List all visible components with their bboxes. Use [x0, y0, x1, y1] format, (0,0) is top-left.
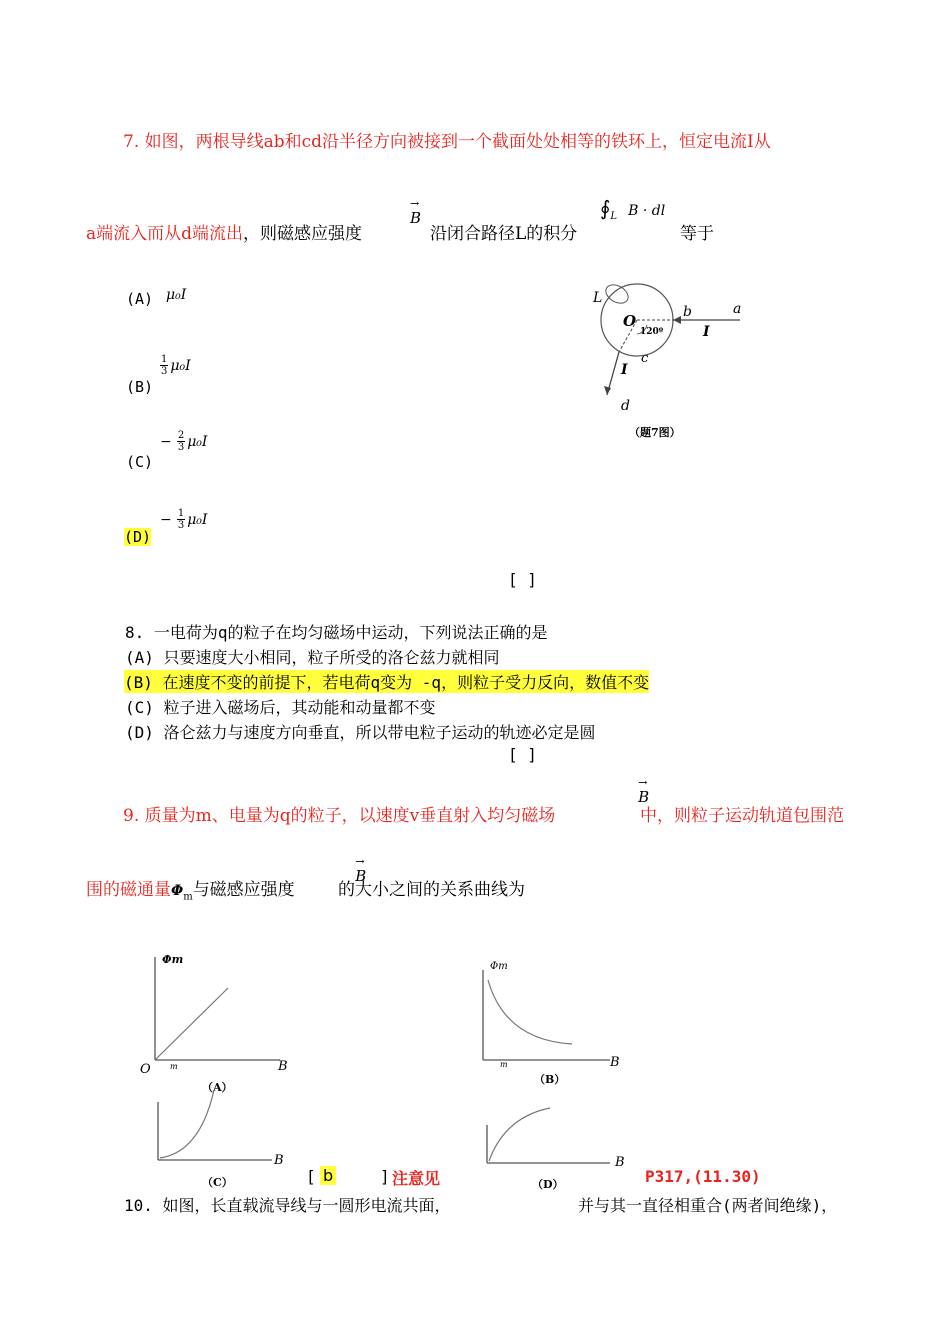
label-b: b [683, 304, 692, 320]
q9-note: 注意见 [392, 1169, 441, 1188]
phi-symbol: Φ [171, 883, 184, 899]
inverse-curve [488, 980, 572, 1044]
q9-line2: 围的磁通量$\Phi_m$与磁感应强度 [86, 880, 295, 903]
label-O: O [623, 312, 637, 330]
y-label: Φm [490, 961, 508, 972]
q7-vec-b: → B [410, 209, 421, 227]
q7-option-b-label: (B) [126, 378, 154, 396]
label-c: c [641, 351, 649, 366]
q7-line1: 7. 如图，两根导线ab和cd沿半径方向被接到一个截面处处相等的铁环上，恒定电流I从 [123, 132, 771, 152]
label-I-right: I [703, 324, 710, 340]
q7-option-d-label: (D) [124, 528, 152, 546]
q8-option-c: (C) 粒子进入磁场后，其动能和动量都不变 [125, 698, 436, 717]
q9-line2-a: 围的磁通量 [86, 880, 171, 900]
q10-line-a: 10. 如图，长直载流导线与一圆形电流共面， [124, 1196, 451, 1215]
q9-answer-close: ] [380, 1167, 390, 1186]
q8-option-b: (B) 在速度不变的前提下，若电荷q变为 -q，则粒子受力反向，数值不变 [124, 670, 649, 693]
arrow-ab [673, 316, 681, 324]
q8-answer-bracket: [ ] [508, 745, 537, 764]
figure-caption: （题7图） [629, 426, 681, 439]
label-I-down: I [621, 362, 628, 378]
integral-body: B · dl [628, 203, 666, 219]
q9-line2-c: 的大小之间的关系曲线为 [338, 880, 525, 900]
q9-answer-value: b [320, 1166, 336, 1185]
q9-reference: P317,(11.30) [645, 1167, 761, 1186]
q7-integral [600, 196, 665, 222]
q7-option-c-label: (C) [126, 453, 154, 471]
caption-a: （A） [202, 1081, 233, 1094]
caption-d: （D） [532, 1178, 564, 1190]
origin-label: O [140, 1062, 151, 1077]
q7-line2-a: a端流入而从d端流出 [86, 224, 244, 244]
q8-option-d: (D) 洛仑兹力与速度方向垂直，所以带电粒子运动的轨迹必定是圆 [125, 723, 596, 742]
q7-line2 [86, 219, 362, 244]
q7-line2-b: ，则磁感应强度 [243, 224, 363, 244]
graph-d [470, 1095, 640, 1190]
m-label: m [170, 1062, 178, 1071]
x-label: B [615, 1155, 625, 1170]
graph-a [130, 945, 310, 1095]
q8-stem: 8. 一电荷为q的粒子在均匀磁场中运动，下列说法正确的是 [125, 623, 548, 642]
q7-line2-c: 沿闭合路径L的积分 [430, 224, 578, 244]
q7-option-a-math: μ₀I [166, 287, 187, 303]
q10-line-b: 并与其一直径相重合(两者间绝缘)， [578, 1196, 838, 1215]
q9-line1-b: 中，则粒子运动轨道包围范 [640, 806, 844, 826]
graph-c [140, 1080, 290, 1190]
x-label: B [278, 1059, 288, 1074]
saturating-curve [489, 1108, 550, 1161]
q7-answer-bracket: [ ] [508, 570, 537, 589]
label-angle: 120º [640, 327, 664, 337]
frac: $\frac{1}{3}$ [177, 508, 185, 531]
graph-b [460, 950, 640, 1085]
q9-answer-open: [ [306, 1167, 316, 1186]
m-label: m [500, 1060, 508, 1069]
frac: $\frac{2}{3}$ [177, 430, 185, 453]
x-label: B [610, 1055, 620, 1070]
q8-option-a: (A) 只要速度大小相同，粒子所受的洛仑兹力就相同 [125, 648, 500, 667]
q9-line2-b: 与磁感应强度 [192, 880, 295, 900]
q7-option-c-math: − $\frac{2}{3}$ μ₀I [160, 430, 208, 453]
x-label: B [274, 1153, 284, 1168]
linear-curve [155, 988, 228, 1060]
q9-vec-b: → B [638, 788, 649, 806]
arrow-cd [604, 386, 611, 395]
frac: $\frac{1}{3}$ [161, 354, 168, 377]
integral-sub: L [610, 211, 618, 223]
q7-option-d-math: − $\frac{1}{3}$ μ₀I [160, 508, 208, 531]
label-a: a [733, 301, 742, 317]
caption-c: （C） [202, 1176, 233, 1189]
label-L: L [593, 290, 603, 306]
q7-line2-d: 等于 [680, 224, 714, 244]
rising-curve [160, 1090, 214, 1158]
q9-line1-a: 9. 质量为m、电量为q的粒子，以速度v垂直射入均匀磁场 [123, 806, 556, 826]
integral-symbol: ∮ [600, 196, 611, 220]
q7-option-b-math: $\frac{1}{3}$ μ₀I [161, 354, 191, 377]
q9-vec-b2: → B [355, 867, 366, 885]
y-label: Φm [162, 953, 184, 966]
label-d: d [621, 398, 630, 414]
q7-figure [585, 270, 755, 445]
caption-b: （B） [534, 1073, 566, 1085]
q7-option-a-label: (A) [126, 290, 154, 308]
